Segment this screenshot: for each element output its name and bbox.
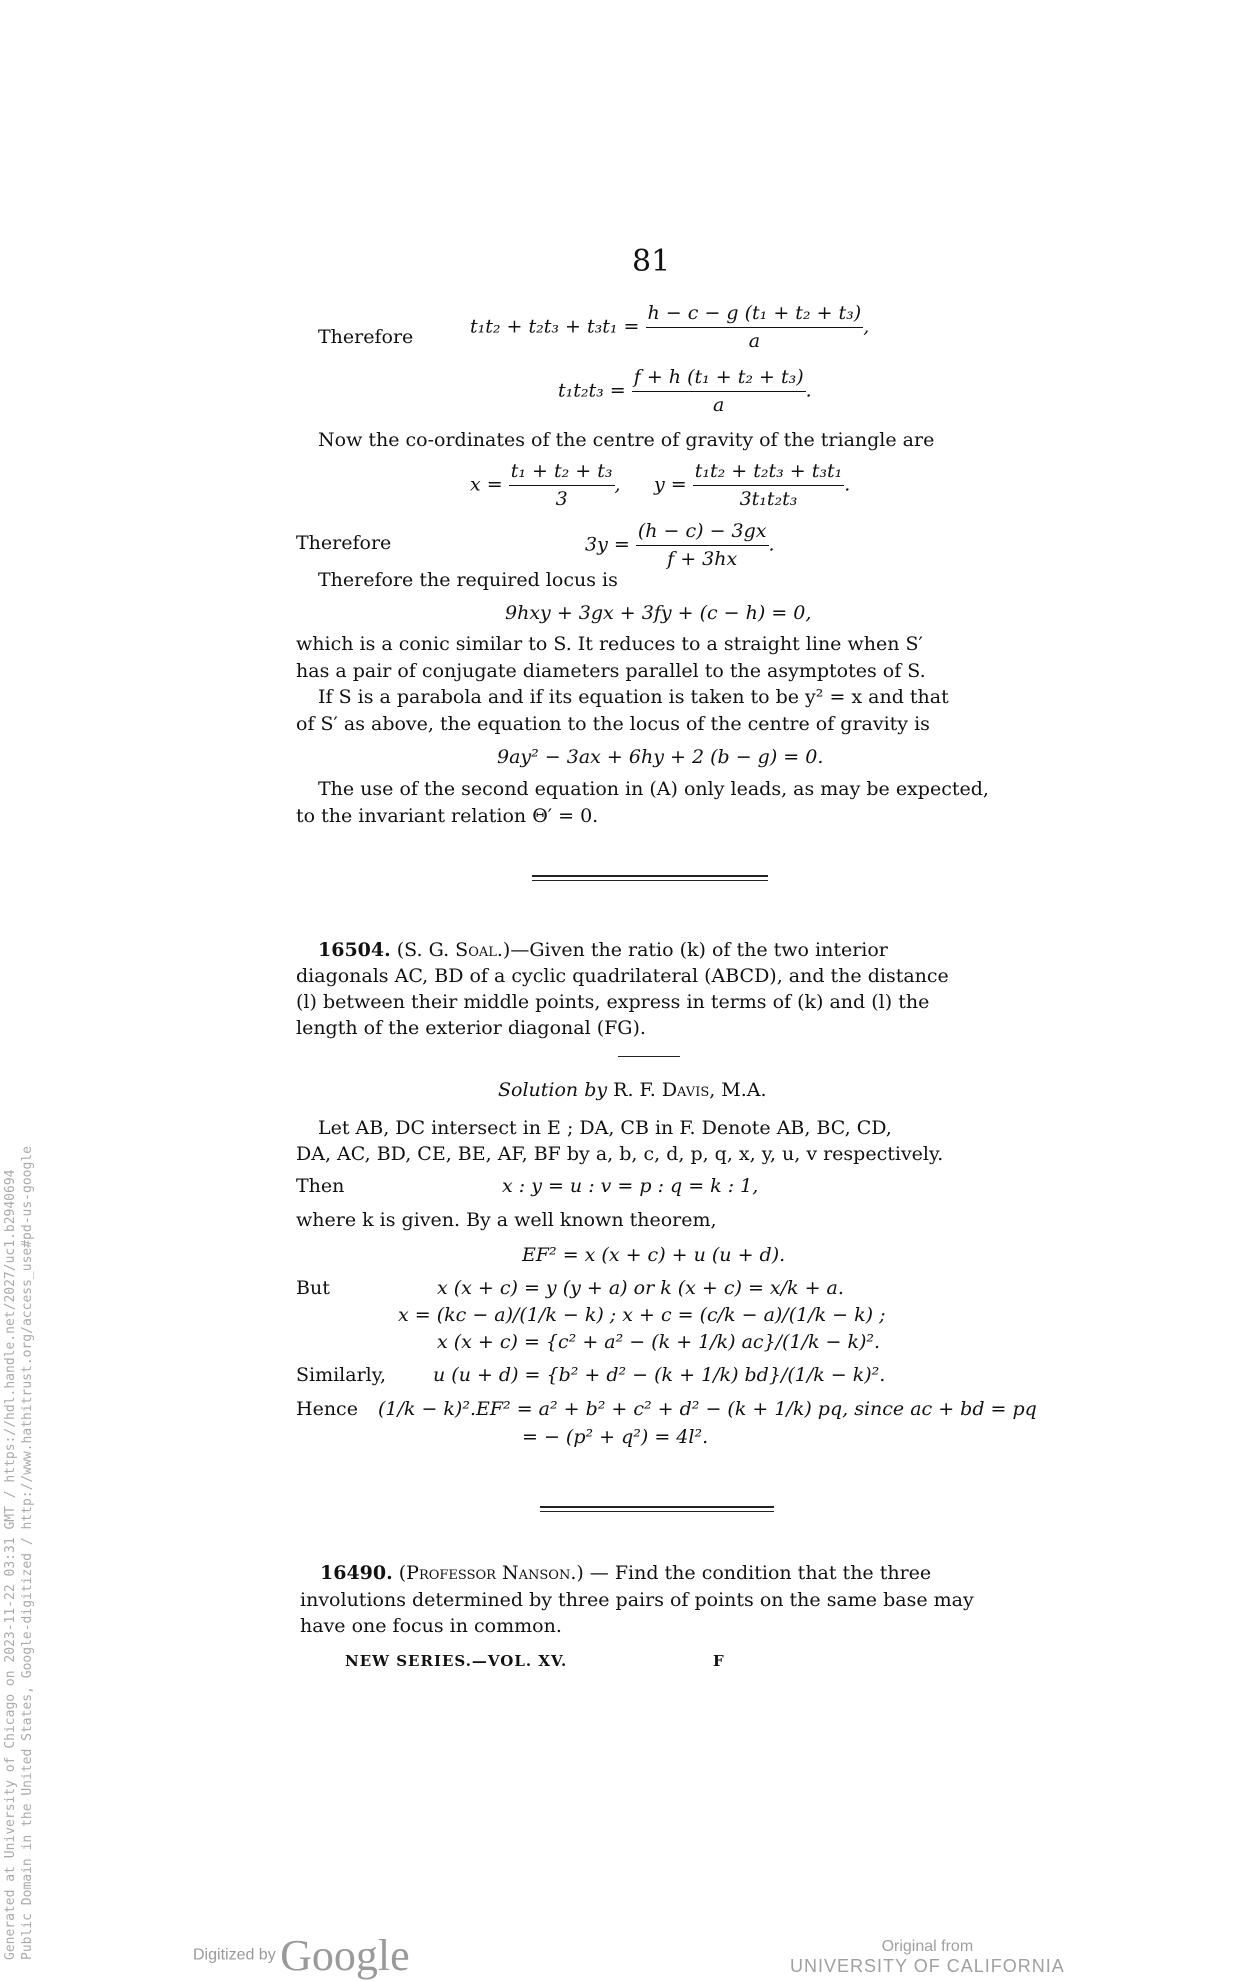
equation-product: t₁t₂t₃ = $\frac{\text{f + h (t₁ + t₂ + t₃)}}{a}$ . xyxy=(558,364,812,419)
similarly-label: Similarly, xyxy=(296,1364,386,1386)
eq2-fraction xyxy=(632,364,806,419)
original-from-label: Original from xyxy=(881,1938,974,1955)
problem-line-4: length of the exterior diagonal (FG). xyxy=(296,1017,646,1039)
x-solution-equation: x = (kc − a)/(1/k − k) ; x + c = (c/k − a)/(1/k − k) ; xyxy=(398,1304,886,1326)
problem-line-2: diagonals AC, BD of a cyclic quadrilateral (ABCD), and the distance xyxy=(296,965,949,987)
problem-number: 16504. xyxy=(318,939,391,961)
problem-16490-header xyxy=(320,1560,931,1587)
eq2-lhs: t₁t₂t₃ = xyxy=(558,379,626,402)
section-divider-bottom xyxy=(532,880,768,881)
equation-sum-products: t₁t₂ + t₂t₃ + t₃t₁ = $\frac{\text{h − c − g (t₁ + t₂ + t₃)}}{a}$ , xyxy=(470,300,869,355)
locus-equation: 9hxy + 3gx + 3fy + (c − h) = 0, xyxy=(505,602,812,624)
ef-equation: EF² = x (x + c) + u (u + d). xyxy=(522,1244,786,1266)
eq3-lhs: 3y = xyxy=(585,533,630,556)
problem-16504-header xyxy=(318,937,888,964)
eq1-numerator: h − c − g (t₁ + t₂ + t₃) xyxy=(646,300,864,328)
hence-label: Hence xyxy=(296,1398,358,1420)
x-lhs: x = xyxy=(470,473,503,496)
university-label: UNIVERSITY OF CALIFORNIA xyxy=(790,1956,1065,1976)
problem-line-1: —Given the ratio (k) of the two interior xyxy=(510,939,888,961)
then-label: Then xyxy=(296,1175,345,1197)
problem-author: (S. G. Soal.) xyxy=(396,939,511,961)
problem-16490-author: (Professor Nanson.) xyxy=(398,1562,584,1584)
section-divider-top xyxy=(532,875,768,877)
locus-intro: Therefore the required locus is xyxy=(318,569,618,591)
conic-line-1: which is a conic similar to S. It reduces to a straight line when S′ xyxy=(296,633,923,655)
watermark-line-2: Public Domain in the United States, Google-digitized / http://www.hathitrust.org/access_use#pd-us-google xyxy=(20,1146,35,1960)
series-footer: NEW SERIES.—VOL. XV. xyxy=(345,1652,568,1670)
eq3-denominator: f + 3hx xyxy=(667,548,738,570)
eq3-numerator: (h − c) − 3gx xyxy=(636,518,769,546)
therefore-label: Therefore xyxy=(318,326,414,348)
use-line-2: to the invariant relation Θ′ = 0. xyxy=(296,805,599,827)
but-equation: x (x + c) = y (y + a) or k (x + c) = x/k + a. xyxy=(437,1277,844,1299)
problem-16490-line-3: have one focus in common. xyxy=(300,1615,562,1637)
parabola-line-2: of S′ as above, the equation to the locus of the centre of gravity is xyxy=(296,713,930,735)
problem-16490-number: 16490. xyxy=(320,1562,393,1584)
problem-16490-line-2: involutions determined by three pairs of points on the same base may xyxy=(300,1589,974,1611)
y-denominator: 3t₁t₂t₃ xyxy=(739,488,798,510)
eq1-denominator: a xyxy=(748,330,761,352)
hence-equation: (1/k − k)².EF² = a² + b² + c² + d² − (k + 1/k) pq, since ac + bd = pq xyxy=(378,1398,1037,1420)
section-divider-2-top xyxy=(540,1506,774,1508)
provenance-watermark xyxy=(2,1146,36,1960)
eq2-denominator: a xyxy=(713,394,725,416)
use-line-1: The use of the second equation in (A) only leads, as may be expected, xyxy=(318,778,989,800)
equation-3y: 3y = $\frac{(h - c) - 3gx}{f + 3hx}$ . xyxy=(585,518,775,573)
eq1-lhs: t₁t₂ + t₂t₃ + t₃t₁ = xyxy=(470,315,640,338)
section-divider-2-bottom xyxy=(540,1511,774,1512)
where-line: where k is given. By a well known theorem, xyxy=(296,1209,717,1231)
but-label: But xyxy=(296,1277,330,1299)
coordinates-intro: Now the co-ordinates of the centre of gravity of the triangle are xyxy=(318,429,935,451)
final-equation: = − (p² + q²) = 4l². xyxy=(522,1426,709,1448)
x-numerator: t₁ + t₂ + t₃ xyxy=(509,458,615,486)
page-number: 81 xyxy=(632,244,671,279)
parabola-line-1: If S is a parabola and if its equation is taken to be y² = x and that xyxy=(318,686,949,708)
solution-by-label: Solution by xyxy=(498,1079,608,1101)
eq2-numerator: f + h (t₁ + t₂ + t₃) xyxy=(632,364,806,392)
short-divider xyxy=(618,1056,680,1057)
conic-line-2: has a pair of conjugate diameters parallel to the asymptotes of S. xyxy=(296,660,926,682)
problem-line-3: (l) between their middle points, express in terms of (k) and (l) the xyxy=(296,991,930,1013)
equation-centroid-x: x = $\frac{\text{t₁ + t₂ + t₃}}{3}$ , xyxy=(470,458,621,513)
y-fraction xyxy=(693,458,845,513)
problem-16490-line-1: — Find the condition that the three xyxy=(583,1562,932,1584)
original-from-block xyxy=(790,1938,1065,1977)
eq1-fraction xyxy=(646,300,864,355)
solver-name: R. F. Davis, M.A. xyxy=(613,1079,767,1101)
parabola-locus-equation: 9ay² − 3ax + 6hy + 2 (b − g) = 0. xyxy=(497,746,824,768)
digitized-by-google-logo xyxy=(193,1930,410,1981)
watermark-line-1: Generated at University of Chicago on 2023-11-22 03:31 GMT / https://hdl.handle.net/2027/uc1.b2940694 xyxy=(3,1169,18,1960)
similarly-equation: u (u + d) = {b² + d² − (k + 1/k) bd}/(1/k − k)². xyxy=(433,1364,886,1386)
solution-line-1: Let AB, DC intersect in E ; DA, CB in F. Denote AB, BC, CD, xyxy=(318,1117,892,1139)
digitized-by-label: Digitized by xyxy=(193,1946,276,1964)
x-denominator: 3 xyxy=(555,488,568,510)
signature-mark: F xyxy=(713,1652,724,1670)
therefore-label-2: Therefore xyxy=(296,532,392,554)
xxc-equation: x (x + c) = {c² + a² − (k + 1/k) ac}/(1/k − k)². xyxy=(437,1331,881,1353)
ratio-equation: x : y = u : v = p : q = k : 1, xyxy=(502,1175,759,1197)
eq3-fraction xyxy=(636,518,769,573)
solution-byline xyxy=(498,1077,767,1104)
google-wordmark: Google xyxy=(280,1931,410,1980)
y-numerator: t₁t₂ + t₂t₃ + t₃t₁ xyxy=(693,458,845,486)
solution-line-2: DA, AC, BD, CE, BE, AF, BF by a, b, c, d, p, q, x, y, u, v respectively. xyxy=(296,1143,944,1165)
equation-centroid-y: y = $\frac{\text{t₁t₂ + t₂t₃ + t₃t₁}}{\text{3t₁t₂t₃}}$ . xyxy=(654,458,850,513)
x-fraction xyxy=(509,458,615,513)
y-lhs: y = xyxy=(654,473,687,496)
